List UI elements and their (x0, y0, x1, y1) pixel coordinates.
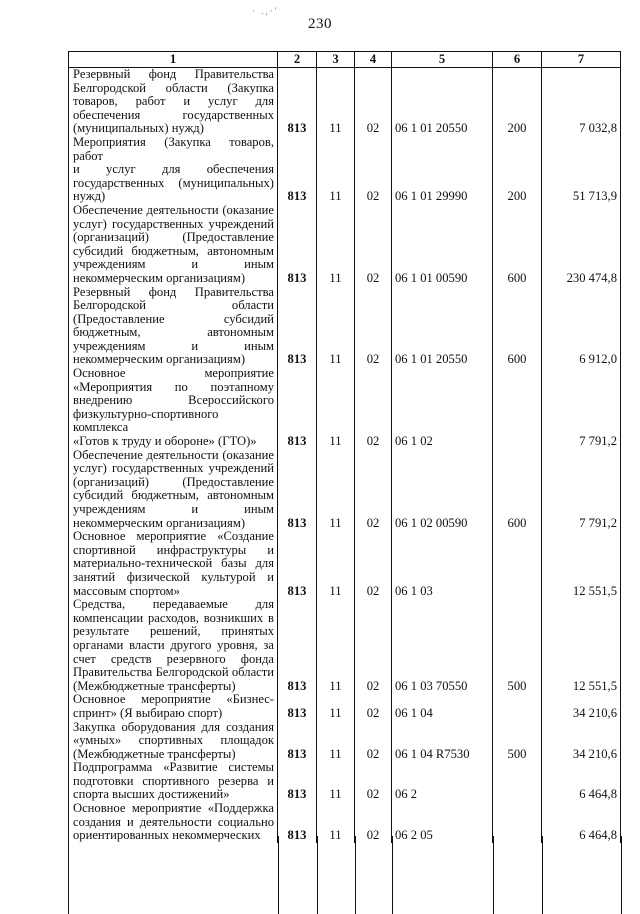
row-c3-cell: 11 (317, 721, 355, 762)
row-name-cell (69, 693, 278, 720)
row-name-cell (69, 68, 278, 136)
row-name-line: товаров, работ и услуг для (73, 94, 274, 109)
row-c5-cell: 06 1 03 70550 (392, 598, 493, 693)
column-rule (278, 836, 279, 914)
row-name-cell (69, 286, 278, 368)
row-c7-cell: 12 551,5 (542, 598, 621, 693)
table-row (69, 204, 621, 286)
row-name-line: (Межбюджетные трансферты) (73, 746, 236, 761)
row-c2-cell: 813 (278, 598, 317, 693)
row-c7-cell: 7 791,2 (542, 367, 621, 449)
row-c5-cell: 06 1 02 (392, 367, 493, 449)
row-c5-cell: 06 1 01 00590 (392, 204, 493, 286)
row-c5-cell: 06 1 01 29990 (392, 136, 493, 204)
row-c3-cell: 11 (317, 286, 355, 368)
row-c6-cell: 600 (493, 449, 542, 531)
row-c4-cell: 02 (355, 449, 392, 531)
row-c2-cell: 813 (278, 204, 317, 286)
row-name-line: результате решений, принятых (73, 624, 274, 639)
header-col-3: 3 (317, 52, 355, 68)
row-name-line: Подпрограмма «Развитие системы (73, 760, 274, 775)
table-row (69, 530, 621, 598)
column-rule (621, 836, 622, 914)
row-c6-cell (493, 367, 542, 449)
row-c5-cell: 06 1 03 (392, 530, 493, 598)
row-c6-cell: 200 (493, 68, 542, 136)
row-c2-cell: 813 (278, 449, 317, 531)
row-name-line: учреждениям и иным (73, 338, 274, 353)
row-name-line: счет средств резервного фонда (73, 651, 274, 666)
row-name-line: услуг) государственных учреждений (73, 461, 274, 476)
row-name-line: массовым спортом» (73, 583, 180, 598)
row-name-line: нужд) (73, 189, 106, 204)
row-name-line: услуг) государственных учреждений (73, 216, 274, 231)
row-name-line: спринт» (Я выбираю спорт) (73, 705, 223, 720)
row-name-line: материально-технической базы для (73, 556, 274, 571)
row-c6-cell: 600 (493, 204, 542, 286)
row-name-line: Обеспечение деятельности (оказание (73, 202, 274, 217)
row-name-line: Основное мероприятие «Бизнес- (73, 692, 274, 707)
row-c6-cell: 500 (493, 598, 542, 693)
row-c4-cell: 02 (355, 761, 392, 802)
row-name-line: бюджетным, автономным (73, 325, 274, 340)
row-c4-cell: 02 (355, 598, 392, 693)
row-c6-cell: 200 (493, 136, 542, 204)
row-c2-cell: 813 (278, 530, 317, 598)
row-name-line: субсидий бюджетным, автономным (73, 488, 274, 503)
row-c7-cell: 230 474,8 (542, 204, 621, 286)
row-c3-cell: 11 (317, 367, 355, 449)
table-continuation (68, 836, 622, 914)
row-name-line: некоммерческим организациям) (73, 270, 246, 285)
row-c2-cell: 813 (278, 286, 317, 368)
row-name-line: занятий физической культурой и (73, 569, 274, 584)
row-name-cell (69, 721, 278, 762)
table-row (69, 367, 621, 449)
row-c3-cell: 11 (317, 204, 355, 286)
row-name-line: (муниципальных) нужд) (73, 121, 204, 136)
header-col-4: 4 (355, 52, 392, 68)
row-name-line: Правительства Белгородской области (73, 665, 274, 680)
row-c5-cell: 06 1 01 20550 (392, 68, 493, 136)
header-col-7: 7 (542, 52, 621, 68)
row-name-line: компенсации расходов, возникших в (73, 610, 274, 625)
row-c4-cell: 02 (355, 802, 392, 843)
column-rule (355, 836, 356, 914)
row-name-line: Мероприятия (Закупка товаров, работ (73, 134, 274, 163)
row-c5-cell: 06 1 02 00590 (392, 449, 493, 531)
page-number: 230 (308, 16, 332, 32)
row-name-cell (69, 761, 278, 802)
row-name-line: и услуг для обеспечения (73, 162, 274, 177)
row-name-line: Основное мероприятие (73, 366, 274, 381)
row-c4-cell: 02 (355, 204, 392, 286)
row-c6-cell: 600 (493, 286, 542, 368)
scan-specks: · .,·' (252, 6, 279, 16)
header-col-1: 1 (69, 52, 278, 68)
row-c3-cell: 11 (317, 693, 355, 720)
row-c7-cell: 7 791,2 (542, 449, 621, 531)
row-c5-cell: 06 1 04 (392, 693, 493, 720)
row-name-line: Средства, передаваемые для (73, 597, 274, 612)
row-name-cell (69, 204, 278, 286)
row-name-line: органами власти другого уровня, за (73, 637, 274, 652)
row-c3-cell: 11 (317, 761, 355, 802)
row-name-line: подготовки спортивного резерва и (73, 773, 274, 788)
row-name-line: Обеспечение деятельности (оказание (73, 447, 274, 462)
row-c3-cell: 11 (317, 802, 355, 843)
row-name-line: субсидий бюджетным, автономным (73, 243, 274, 258)
row-c5-cell: 06 1 01 20550 (392, 286, 493, 368)
row-name-cell (69, 449, 278, 531)
row-c2-cell: 813 (278, 802, 317, 843)
table-row (69, 68, 621, 136)
row-name-line: (Межбюджетные трансферты) (73, 678, 236, 693)
row-name-line: (организаций) (Предоставление (73, 230, 274, 245)
row-c4-cell: 02 (355, 136, 392, 204)
row-name-line: спорта высших достижений» (73, 787, 230, 802)
row-c5-cell: 06 2 05 (392, 802, 493, 843)
budget-table (68, 51, 621, 843)
row-name-line: некоммерческим организациям) (73, 352, 246, 367)
row-name-cell (69, 530, 278, 598)
row-name-cell (69, 367, 278, 449)
row-name-line: Основное мероприятие «Поддержка (73, 801, 274, 816)
row-name-line: создания и деятельности социально (73, 814, 274, 829)
row-c6-cell (493, 530, 542, 598)
row-c3-cell: 11 (317, 598, 355, 693)
row-c4-cell: 02 (355, 693, 392, 720)
row-name-line: Белгородской области (Закупка (73, 80, 274, 95)
row-name-line: Основное мероприятие «Создание (73, 529, 274, 544)
row-name-line: государственных (муниципальных) (73, 175, 274, 190)
row-name-line: учреждениям и иным (73, 502, 274, 516)
row-c6-cell: 500 (493, 721, 542, 762)
table-row (69, 598, 621, 693)
row-c4-cell: 02 (355, 367, 392, 449)
row-c4-cell: 02 (355, 286, 392, 368)
row-c6-cell (493, 761, 542, 802)
table-row (69, 693, 621, 720)
row-name-line: (организаций) (Предоставление (73, 474, 274, 489)
row-name-line: учреждениям и иным (73, 257, 274, 272)
row-c3-cell: 11 (317, 68, 355, 136)
row-c2-cell: 813 (278, 721, 317, 762)
row-c2-cell: 813 (278, 136, 317, 204)
row-c7-cell: 6 464,8 (542, 802, 621, 843)
row-c4-cell: 02 (355, 721, 392, 762)
row-name-line: физкультурно-спортивного комплекса (73, 406, 219, 435)
header-col-6: 6 (493, 52, 542, 68)
row-c7-cell: 34 210,6 (542, 721, 621, 762)
row-name-line: ориентированных некоммерческих (73, 828, 261, 843)
row-name-line: (Предоставление субсидий (73, 311, 274, 326)
row-name-cell (69, 598, 278, 693)
header-row (69, 52, 621, 68)
row-c3-cell: 11 (317, 449, 355, 531)
row-name-line: Резервный фонд Правительства (73, 284, 274, 299)
table-row (69, 761, 621, 802)
row-c2-cell: 813 (278, 693, 317, 720)
row-name-line: некоммерческим организациям) (73, 515, 246, 530)
table-body (69, 68, 621, 843)
row-c7-cell: 7 032,8 (542, 68, 621, 136)
row-name-line: «Мероприятия по поэтапному (73, 379, 274, 394)
row-name-line: внедрению Всероссийского (73, 393, 274, 408)
row-name-line: «Готов к труду и обороне» (ГТО)» (73, 434, 257, 449)
table-row (69, 721, 621, 762)
header-col-5: 5 (392, 52, 493, 68)
column-rule (317, 836, 318, 914)
row-c7-cell: 6 464,8 (542, 761, 621, 802)
row-name-cell (69, 136, 278, 204)
row-c4-cell: 02 (355, 68, 392, 136)
column-rule (392, 836, 393, 914)
table-row (69, 136, 621, 204)
row-c2-cell: 813 (278, 761, 317, 802)
table-row (69, 286, 621, 368)
row-c5-cell: 06 2 (392, 761, 493, 802)
row-c2-cell: 813 (278, 68, 317, 136)
header-col-2: 2 (278, 52, 317, 68)
row-c4-cell: 02 (355, 530, 392, 598)
row-name-line: Закупка оборудования для создания (73, 719, 274, 734)
table-row (69, 449, 621, 531)
row-name-line: «умных» спортивных площадок (73, 733, 274, 748)
row-c3-cell: 11 (317, 530, 355, 598)
row-c7-cell: 6 912,0 (542, 286, 621, 368)
row-name-line: Белгородской области (73, 298, 274, 313)
row-c7-cell: 51 713,9 (542, 136, 621, 204)
row-c6-cell (493, 693, 542, 720)
row-c2-cell: 813 (278, 367, 317, 449)
column-rule (542, 836, 543, 914)
row-c7-cell: 34 210,6 (542, 693, 621, 720)
row-name-line: обеспечения государственных (73, 107, 274, 122)
row-c3-cell: 11 (317, 136, 355, 204)
row-name-line: спортивной инфраструктуры и (73, 542, 274, 557)
row-c7-cell: 12 551,5 (542, 530, 621, 598)
row-name-line: Резервный фонд Правительства (73, 67, 274, 81)
column-rule (493, 836, 494, 914)
row-c5-cell: 06 1 04 R7530 (392, 721, 493, 762)
